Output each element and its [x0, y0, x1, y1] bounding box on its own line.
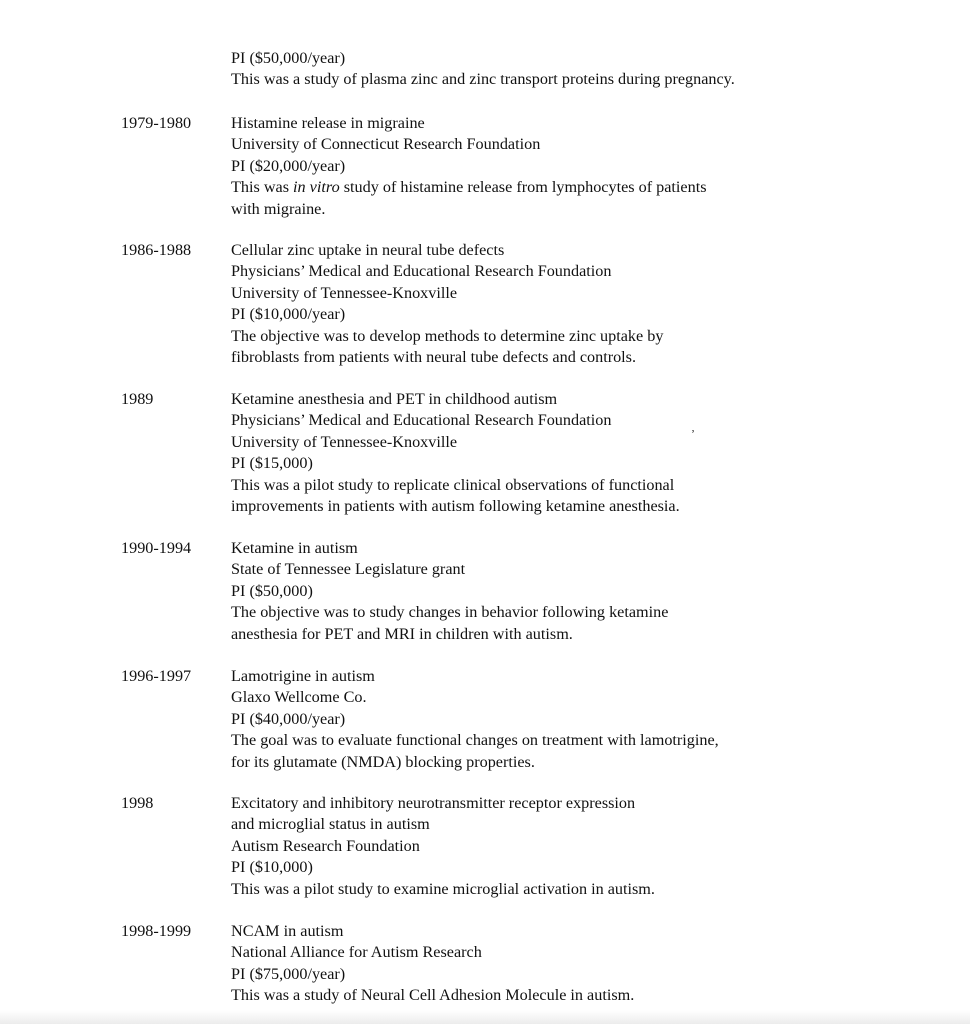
description-text: This was — [231, 178, 294, 197]
grant-description: This was a pilot study to replicate clinical observations of functional — [231, 475, 675, 494]
grant-sponsor: State of Tennessee Legislature grant — [231, 560, 466, 579]
grant-years: 1998-1999 — [121, 922, 192, 940]
grant-description: The objective was to develop methods to determine zinc uptake by — [231, 326, 664, 345]
grant-funding: PI ($40,000/year) — [231, 709, 346, 728]
grant-title-cont: and microglial status in autism — [231, 815, 430, 834]
grant-sponsor: Glaxo Wellcome Co. — [231, 688, 367, 707]
grant-title: Ketamine anesthesia and PET in childhood autism — [231, 390, 558, 408]
grant-years: 1996-1997 — [121, 667, 192, 685]
stray-mark: ‚ — [691, 420, 695, 434]
grant-title: Lamotrigine in autism — [231, 667, 375, 685]
grant-funding: PI ($10,000/year) — [231, 305, 346, 324]
description-italic-term: in vitro — [293, 178, 340, 197]
grant-years: 1990-1994 — [121, 539, 192, 557]
grant-title: NCAM in autism — [231, 922, 344, 940]
grant-years: 1979-1980 — [121, 114, 192, 132]
grant-description: This was a study of Neural Cell Adhesion Molecule in autism. — [231, 986, 635, 1005]
grant-sponsor: Physicians’ Medical and Educational Research Foundation — [231, 262, 612, 281]
grant-funding: PI ($50,000) — [231, 581, 313, 600]
grant-entry-body — [231, 240, 851, 368]
grant-funding: PI ($50,000/year) — [231, 49, 346, 67]
grant-description: The goal was to evaluate functional changes on treatment with lamotrigine, — [231, 731, 719, 750]
grant-years: 1989 — [121, 390, 154, 408]
grant-title: Histamine release in migraine — [231, 114, 425, 132]
grant-description: This was a pilot study to examine microglial activation in autism. — [231, 879, 655, 898]
grant-description-cont: improvements in patients with autism following ketamine anesthesia. — [231, 497, 680, 516]
grant-institution: University of Tennessee-Knoxville — [231, 432, 458, 451]
grant-entry-body — [231, 666, 851, 773]
grant-sponsor: National Alliance for Autism Research — [231, 943, 482, 962]
page-bottom-shadow — [0, 1010, 970, 1024]
grant-entry-body — [231, 48, 851, 91]
grant-title: Excitatory and inhibitory neurotransmitter receptor expression — [231, 794, 636, 812]
grant-institution: University of Tennessee-Knoxville — [231, 283, 458, 302]
grant-description-cont: anesthesia for PET and MRI in children with autism. — [231, 624, 573, 643]
grant-description: The objective was to study changes in behavior following ketamine — [231, 603, 669, 622]
grant-years: 1998 — [121, 794, 154, 812]
grant-funding: PI ($15,000) — [231, 454, 313, 473]
description-text: study of histamine release from lymphocytes of patients — [339, 178, 707, 197]
grant-title: Ketamine in autism — [231, 539, 358, 557]
grant-entry-body — [231, 538, 851, 645]
grant-entry-body — [231, 389, 851, 517]
grant-description-cont: fibroblasts from patients with neural tube defects and controls. — [231, 348, 637, 367]
grant-description-cont: for its glutamate (NMDA) blocking properties. — [231, 752, 535, 771]
grant-description — [231, 177, 851, 198]
grant-description-cont: with migraine. — [231, 199, 326, 218]
grant-description: This was a study of plasma zinc and zinc transport proteins during pregnancy. — [231, 70, 735, 89]
grant-funding: PI ($75,000/year) — [231, 964, 346, 983]
grant-years: 1986-1988 — [121, 241, 192, 259]
grant-entry-body — [231, 921, 851, 1007]
grant-entry-body — [231, 793, 851, 900]
grant-sponsor: Autism Research Foundation — [231, 836, 420, 855]
grant-funding: PI ($10,000) — [231, 858, 313, 877]
grant-sponsor: Physicians’ Medical and Educational Research Foundation — [231, 411, 612, 430]
grant-sponsor: University of Connecticut Research Foundation — [231, 135, 541, 154]
grant-title: Cellular zinc uptake in neural tube defects — [231, 241, 505, 259]
grant-funding: PI ($20,000/year) — [231, 156, 346, 175]
grant-entry-body — [231, 113, 851, 220]
